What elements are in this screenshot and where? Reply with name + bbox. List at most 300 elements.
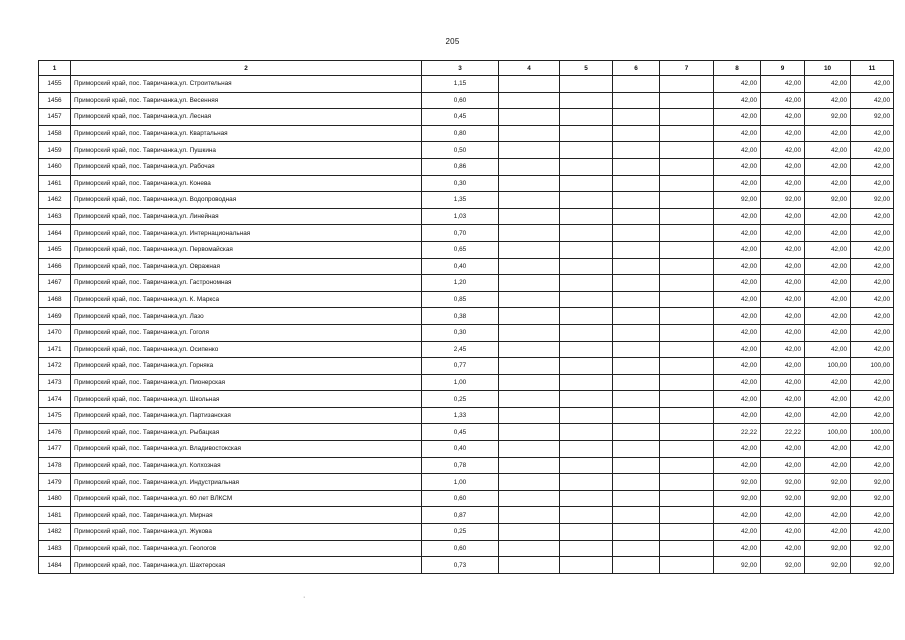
table-cell-col-10: 42,00: [805, 208, 851, 225]
table-cell-col-7: [660, 76, 714, 93]
table-cell-col-3: 0,65: [422, 241, 499, 258]
table-cell-col-8: 42,00: [714, 275, 761, 292]
column-header-10: 10: [805, 61, 851, 76]
table-cell-col-7: [660, 391, 714, 408]
table-row: [39, 457, 894, 474]
table-cell-col-1: 1483: [39, 540, 71, 557]
table-cell-col-6: [613, 225, 660, 242]
table-cell-col-2: Приморский край, пос. Тавричанка,ул. Первомайская: [71, 241, 422, 258]
table-cell-col-10: 100,00: [805, 358, 851, 375]
column-header-6: 6: [613, 61, 660, 76]
table-cell-col-11: 42,00: [851, 208, 894, 225]
table-cell-col-8: 42,00: [714, 507, 761, 524]
table-body: [39, 76, 894, 574]
table-cell-col-1: 1460: [39, 158, 71, 175]
table-cell-col-7: [660, 341, 714, 358]
table-cell-col-5: [560, 208, 613, 225]
table-cell-col-8: 42,00: [714, 308, 761, 325]
table-cell-col-6: [613, 125, 660, 142]
table-cell-col-9: 42,00: [761, 374, 805, 391]
table-cell-col-8: 42,00: [714, 524, 761, 541]
table-row: [39, 341, 894, 358]
table-cell-col-11: 42,00: [851, 457, 894, 474]
table-cell-col-10: 42,00: [805, 158, 851, 175]
table-cell-col-8: 42,00: [714, 407, 761, 424]
table-cell-col-6: [613, 524, 660, 541]
table-cell-col-11: 42,00: [851, 275, 894, 292]
table-cell-col-7: [660, 192, 714, 209]
table-cell-col-6: [613, 175, 660, 192]
table-cell-col-4: [499, 208, 560, 225]
table-cell-col-11: 42,00: [851, 308, 894, 325]
table-cell-col-4: [499, 225, 560, 242]
table-cell-col-8: 42,00: [714, 76, 761, 93]
table-cell-col-7: [660, 158, 714, 175]
table-cell-col-1: 1475: [39, 407, 71, 424]
table-cell-col-3: 1,00: [422, 474, 499, 491]
table-cell-col-3: 0,30: [422, 324, 499, 341]
table-cell-col-1: 1461: [39, 175, 71, 192]
table-cell-col-8: 42,00: [714, 324, 761, 341]
table-cell-col-10: 100,00: [805, 424, 851, 441]
table-cell-col-4: [499, 557, 560, 574]
table-cell-col-1: 1470: [39, 324, 71, 341]
column-header-7: 7: [660, 61, 714, 76]
table-cell-col-5: [560, 407, 613, 424]
table-cell-col-8: 42,00: [714, 457, 761, 474]
table-cell-col-8: 42,00: [714, 225, 761, 242]
table-cell-col-5: [560, 291, 613, 308]
table-cell-col-8: 42,00: [714, 258, 761, 275]
table-row: [39, 109, 894, 126]
table-cell-col-6: [613, 424, 660, 441]
table-cell-col-8: 42,00: [714, 175, 761, 192]
table-row: [39, 557, 894, 574]
table-cell-col-7: [660, 457, 714, 474]
table-cell-col-5: [560, 142, 613, 159]
table-cell-col-11: 42,00: [851, 374, 894, 391]
table-cell-col-10: 42,00: [805, 291, 851, 308]
table-cell-col-6: [613, 341, 660, 358]
table-row: [39, 424, 894, 441]
table-cell-col-6: [613, 407, 660, 424]
table-cell-col-7: [660, 208, 714, 225]
table-cell-col-9: 42,00: [761, 341, 805, 358]
table-cell-col-10: 42,00: [805, 125, 851, 142]
table-cell-col-7: [660, 92, 714, 109]
header-row: [39, 61, 894, 76]
table-cell-col-5: [560, 92, 613, 109]
table-row: [39, 524, 894, 541]
table-cell-col-3: 1,33: [422, 407, 499, 424]
table-cell-col-9: 42,00: [761, 308, 805, 325]
table-cell-col-5: [560, 524, 613, 541]
table-cell-col-8: 92,00: [714, 557, 761, 574]
table-cell-col-8: 92,00: [714, 192, 761, 209]
table-cell-col-9: 42,00: [761, 142, 805, 159]
table-cell-col-2: Приморский край, пос. Тавричанка,ул. К. Маркса: [71, 291, 422, 308]
table-row: [39, 175, 894, 192]
table-cell-col-4: [499, 490, 560, 507]
table-cell-col-10: 42,00: [805, 441, 851, 458]
table-cell-col-1: 1468: [39, 291, 71, 308]
table-cell-col-5: [560, 474, 613, 491]
table-cell-col-9: 42,00: [761, 358, 805, 375]
table-row: [39, 192, 894, 209]
table-cell-col-10: 92,00: [805, 192, 851, 209]
table-cell-col-10: 42,00: [805, 391, 851, 408]
table-cell-col-5: [560, 324, 613, 341]
table-cell-col-4: [499, 424, 560, 441]
table-cell-col-7: [660, 524, 714, 541]
table-cell-col-2: Приморский край, пос. Тавричанка,ул. Колхозная: [71, 457, 422, 474]
table-cell-col-11: 42,00: [851, 341, 894, 358]
table-cell-col-1: 1476: [39, 424, 71, 441]
table-cell-col-10: 42,00: [805, 258, 851, 275]
table-cell-col-1: 1467: [39, 275, 71, 292]
table-cell-col-1: 1462: [39, 192, 71, 209]
table-cell-col-9: 42,00: [761, 109, 805, 126]
table-cell-col-4: [499, 76, 560, 93]
table-cell-col-4: [499, 291, 560, 308]
table-cell-col-11: 92,00: [851, 474, 894, 491]
page-number: 205: [445, 37, 460, 46]
table-row: [39, 241, 894, 258]
table-cell-col-8: 42,00: [714, 341, 761, 358]
table-cell-col-10: 42,00: [805, 76, 851, 93]
table-cell-col-9: 42,00: [761, 258, 805, 275]
data-table: [38, 60, 894, 574]
table-cell-col-11: 42,00: [851, 324, 894, 341]
table-cell-col-6: [613, 324, 660, 341]
table-cell-col-2: Приморский край, пос. Тавричанка,ул. Рабочая: [71, 158, 422, 175]
table-row: [39, 76, 894, 93]
table-cell-col-6: [613, 158, 660, 175]
table-cell-col-5: [560, 424, 613, 441]
table-cell-col-2: Приморский край, пос. Тавричанка,ул. Владивостокская: [71, 441, 422, 458]
table-cell-col-6: [613, 474, 660, 491]
table-cell-col-2: Приморский край, пос. Тавричанка,ул. Осипенко: [71, 341, 422, 358]
table-cell-col-4: [499, 358, 560, 375]
table-cell-col-10: 42,00: [805, 457, 851, 474]
table-cell-col-11: 42,00: [851, 391, 894, 408]
table-cell-col-9: 42,00: [761, 407, 805, 424]
table-cell-col-1: 1463: [39, 208, 71, 225]
table-cell-col-4: [499, 540, 560, 557]
table-row: [39, 275, 894, 292]
table-cell-col-2: Приморский край, пос. Тавричанка,ул. 60 лет ВЛКСМ: [71, 490, 422, 507]
table-cell-col-2: Приморский край, пос. Тавричанка,ул. Пушкина: [71, 142, 422, 159]
table-cell-col-5: [560, 557, 613, 574]
table-cell-col-11: 100,00: [851, 424, 894, 441]
table-cell-col-8: 42,00: [714, 92, 761, 109]
table-cell-col-3: 0,86: [422, 158, 499, 175]
table-cell-col-7: [660, 109, 714, 126]
table-cell-col-3: 1,20: [422, 275, 499, 292]
table-cell-col-3: 0,45: [422, 109, 499, 126]
table-cell-col-3: 1,35: [422, 192, 499, 209]
table-row: [39, 258, 894, 275]
table-cell-col-4: [499, 457, 560, 474]
table-cell-col-3: 0,78: [422, 457, 499, 474]
table-cell-col-11: 42,00: [851, 76, 894, 93]
table-cell-col-8: 42,00: [714, 158, 761, 175]
table-cell-col-9: 42,00: [761, 540, 805, 557]
table-cell-col-9: 92,00: [761, 557, 805, 574]
table-cell-col-6: [613, 208, 660, 225]
table-cell-col-5: [560, 358, 613, 375]
table-cell-col-11: 42,00: [851, 92, 894, 109]
table-row: [39, 407, 894, 424]
table-cell-col-4: [499, 275, 560, 292]
table-row: [39, 507, 894, 524]
table-cell-col-1: 1474: [39, 391, 71, 408]
table-cell-col-6: [613, 258, 660, 275]
table-cell-col-5: [560, 158, 613, 175]
table-cell-col-4: [499, 374, 560, 391]
table-cell-col-6: [613, 192, 660, 209]
table-cell-col-7: [660, 275, 714, 292]
table-cell-col-5: [560, 540, 613, 557]
table-cell-col-6: [613, 358, 660, 375]
table-cell-col-11: 92,00: [851, 109, 894, 126]
table-cell-col-3: 1,15: [422, 76, 499, 93]
table-cell-col-6: [613, 109, 660, 126]
table-cell-col-8: 92,00: [714, 490, 761, 507]
table-cell-col-8: 42,00: [714, 142, 761, 159]
table-cell-col-3: 0,77: [422, 358, 499, 375]
table-cell-col-3: 1,00: [422, 374, 499, 391]
table-cell-col-9: 42,00: [761, 125, 805, 142]
table-cell-col-7: [660, 374, 714, 391]
table-cell-col-4: [499, 125, 560, 142]
table-cell-col-4: [499, 175, 560, 192]
table-cell-col-10: 92,00: [805, 490, 851, 507]
table-cell-col-5: [560, 125, 613, 142]
table-cell-col-1: 1477: [39, 441, 71, 458]
column-header-1: 1: [39, 61, 71, 76]
table-cell-col-8: 42,00: [714, 358, 761, 375]
column-header-3: 3: [422, 61, 499, 76]
table-cell-col-6: [613, 142, 660, 159]
table-cell-col-5: [560, 374, 613, 391]
stray-mark: ·: [303, 594, 306, 601]
column-header-5: 5: [560, 61, 613, 76]
table-cell-col-5: [560, 109, 613, 126]
table-cell-col-6: [613, 391, 660, 408]
table-cell-col-9: 42,00: [761, 208, 805, 225]
table-cell-col-9: 42,00: [761, 241, 805, 258]
table-cell-col-11: 42,00: [851, 225, 894, 242]
table-cell-col-5: [560, 76, 613, 93]
table-cell-col-9: 42,00: [761, 275, 805, 292]
table-cell-col-7: [660, 175, 714, 192]
table-cell-col-5: [560, 341, 613, 358]
table-cell-col-2: Приморский край, пос. Тавричанка,ул. Индустриальная: [71, 474, 422, 491]
table-cell-col-1: 1479: [39, 474, 71, 491]
table-cell-col-8: 42,00: [714, 291, 761, 308]
table-cell-col-4: [499, 192, 560, 209]
table-cell-col-7: [660, 540, 714, 557]
table-cell-col-11: 42,00: [851, 291, 894, 308]
table-cell-col-9: 42,00: [761, 291, 805, 308]
table-cell-col-6: [613, 490, 660, 507]
table-row: [39, 225, 894, 242]
table-cell-col-9: 42,00: [761, 175, 805, 192]
table-cell-col-8: 42,00: [714, 374, 761, 391]
table-cell-col-4: [499, 391, 560, 408]
table-cell-col-7: [660, 474, 714, 491]
table-cell-col-7: [660, 358, 714, 375]
table-cell-col-7: [660, 557, 714, 574]
table-cell-col-3: 0,45: [422, 424, 499, 441]
table-cell-col-2: Приморский край, пос. Тавричанка,ул. Конева: [71, 175, 422, 192]
table-cell-col-1: 1482: [39, 524, 71, 541]
table-cell-col-8: 42,00: [714, 540, 761, 557]
table-cell-col-3: 0,60: [422, 92, 499, 109]
table-cell-col-2: Приморский край, пос. Тавричанка,ул. Квартальная: [71, 125, 422, 142]
table-cell-col-4: [499, 109, 560, 126]
table-cell-col-9: 92,00: [761, 490, 805, 507]
table-cell-col-3: 0,30: [422, 175, 499, 192]
table-cell-col-6: [613, 291, 660, 308]
table-cell-col-6: [613, 275, 660, 292]
table-cell-col-1: 1466: [39, 258, 71, 275]
table-cell-col-11: 92,00: [851, 557, 894, 574]
table-cell-col-3: 0,50: [422, 142, 499, 159]
table-row: [39, 291, 894, 308]
table-cell-col-10: 42,00: [805, 374, 851, 391]
table-cell-col-10: 42,00: [805, 241, 851, 258]
table-cell-col-5: [560, 507, 613, 524]
table-cell-col-2: Приморский край, пос. Тавричанка,ул. Мирная: [71, 507, 422, 524]
table-cell-col-6: [613, 92, 660, 109]
table-row: [39, 125, 894, 142]
column-header-9: 9: [761, 61, 805, 76]
table-cell-col-11: 100,00: [851, 358, 894, 375]
table-cell-col-1: 1473: [39, 374, 71, 391]
table-cell-col-1: 1457: [39, 109, 71, 126]
table-row: [39, 540, 894, 557]
table-cell-col-3: 0,70: [422, 225, 499, 242]
table-cell-col-7: [660, 324, 714, 341]
table-cell-col-2: Приморский край, пос. Тавричанка,ул. Партизанская: [71, 407, 422, 424]
table-cell-col-11: 42,00: [851, 142, 894, 159]
table-cell-col-4: [499, 241, 560, 258]
table-cell-col-9: 92,00: [761, 192, 805, 209]
table-cell-col-9: 42,00: [761, 225, 805, 242]
table-row: [39, 324, 894, 341]
table-cell-col-3: 0,40: [422, 258, 499, 275]
table-cell-col-2: Приморский край, пос. Тавричанка,ул. Интернациональная: [71, 225, 422, 242]
table-cell-col-11: 42,00: [851, 175, 894, 192]
table-cell-col-10: 42,00: [805, 92, 851, 109]
table-cell-col-7: [660, 441, 714, 458]
table-cell-col-9: 42,00: [761, 324, 805, 341]
table-cell-col-2: Приморский край, пос. Тавричанка,ул. Водопроводная: [71, 192, 422, 209]
table-cell-col-10: 92,00: [805, 474, 851, 491]
table-cell-col-3: 0,73: [422, 557, 499, 574]
table-row: [39, 441, 894, 458]
table-cell-col-11: 42,00: [851, 125, 894, 142]
table-row: [39, 391, 894, 408]
table-cell-col-11: 42,00: [851, 524, 894, 541]
table-row: [39, 490, 894, 507]
table-cell-col-10: 42,00: [805, 341, 851, 358]
table-cell-col-7: [660, 490, 714, 507]
table-cell-col-2: Приморский край, пос. Тавричанка,ул. Весенняя: [71, 92, 422, 109]
table-cell-col-1: 1480: [39, 490, 71, 507]
table-row: [39, 158, 894, 175]
table-cell-col-3: 0,87: [422, 507, 499, 524]
table-cell-col-9: 92,00: [761, 474, 805, 491]
table-cell-col-11: 92,00: [851, 192, 894, 209]
table-cell-col-4: [499, 441, 560, 458]
table-cell-col-9: 42,00: [761, 391, 805, 408]
table-cell-col-1: 1459: [39, 142, 71, 159]
table-cell-col-8: 42,00: [714, 391, 761, 408]
table-cell-col-8: 42,00: [714, 441, 761, 458]
table-cell-col-9: 42,00: [761, 92, 805, 109]
table-cell-col-10: 42,00: [805, 324, 851, 341]
table-cell-col-2: Приморский край, пос. Тавричанка,ул. Лесная: [71, 109, 422, 126]
table-cell-col-5: [560, 192, 613, 209]
table-cell-col-5: [560, 391, 613, 408]
table-cell-col-11: 42,00: [851, 441, 894, 458]
table-cell-col-1: 1455: [39, 76, 71, 93]
table-cell-col-2: Приморский край, пос. Тавричанка,ул. Школьная: [71, 391, 422, 408]
table-cell-col-9: 42,00: [761, 507, 805, 524]
table-cell-col-10: 42,00: [805, 308, 851, 325]
table-cell-col-11: 92,00: [851, 490, 894, 507]
table-cell-col-5: [560, 175, 613, 192]
table-cell-col-2: Приморский край, пос. Тавричанка,ул. Горняка: [71, 358, 422, 375]
table-cell-col-2: Приморский край, пос. Тавричанка,ул. Геологов: [71, 540, 422, 557]
table-cell-col-2: Приморский край, пос. Тавричанка,ул. Строительная: [71, 76, 422, 93]
table-cell-col-6: [613, 507, 660, 524]
table-cell-col-1: 1484: [39, 557, 71, 574]
table-cell-col-5: [560, 490, 613, 507]
table-cell-col-10: 42,00: [805, 275, 851, 292]
table-cell-col-11: 42,00: [851, 407, 894, 424]
table-cell-col-7: [660, 507, 714, 524]
table-cell-col-10: 42,00: [805, 225, 851, 242]
table-cell-col-9: 22,22: [761, 424, 805, 441]
table-cell-col-11: 42,00: [851, 241, 894, 258]
table-cell-col-7: [660, 258, 714, 275]
table-cell-col-7: [660, 241, 714, 258]
table-cell-col-6: [613, 540, 660, 557]
table-cell-col-1: 1456: [39, 92, 71, 109]
table-cell-col-2: Приморский край, пос. Тавричанка,ул. Овражная: [71, 258, 422, 275]
table-cell-col-1: 1471: [39, 341, 71, 358]
table-cell-col-4: [499, 142, 560, 159]
table-cell-col-6: [613, 76, 660, 93]
table-cell-col-2: Приморский край, пос. Тавричанка,ул. Лазо: [71, 308, 422, 325]
table-cell-col-4: [499, 258, 560, 275]
table-cell-col-11: 42,00: [851, 507, 894, 524]
table-cell-col-5: [560, 275, 613, 292]
table-row: [39, 208, 894, 225]
table-cell-col-5: [560, 308, 613, 325]
table-cell-col-3: 1,03: [422, 208, 499, 225]
table-cell-col-9: 42,00: [761, 158, 805, 175]
table-cell-col-7: [660, 225, 714, 242]
table-cell-col-4: [499, 341, 560, 358]
table-cell-col-11: 42,00: [851, 158, 894, 175]
table-cell-col-8: 92,00: [714, 474, 761, 491]
table-cell-col-6: [613, 457, 660, 474]
